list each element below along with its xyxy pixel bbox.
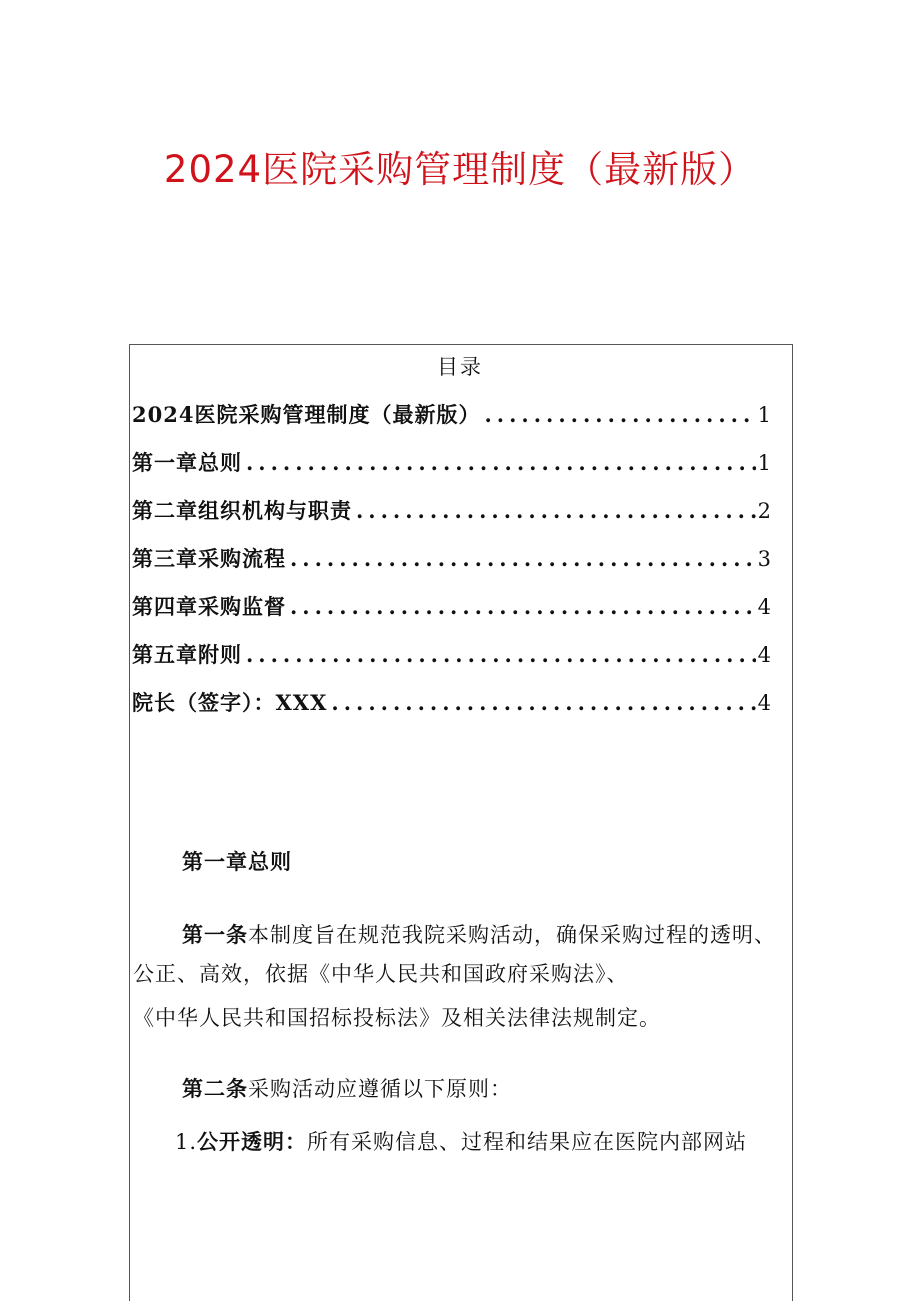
article-2 bbox=[182, 1072, 512, 1106]
toc-entry-chapter-2[interactable] bbox=[132, 493, 772, 541]
toc-leader-dots bbox=[484, 397, 755, 433]
toc-entry-chapter-1[interactable] bbox=[132, 445, 772, 493]
document-title: 2024医院采购管理制度（最新版） bbox=[163, 148, 757, 191]
toc-leader-dots bbox=[290, 589, 756, 625]
toc-heading: 目录 bbox=[437, 355, 483, 379]
toc-leader-dots bbox=[356, 493, 756, 529]
toc-entry-page: 2 bbox=[757, 499, 772, 523]
article-1-line-3: 《中华人民共和国招标投标法》及相关法律法规制定。 bbox=[133, 1006, 661, 1030]
toc-leader-dots bbox=[246, 637, 756, 673]
toc-entry-chapter-3[interactable] bbox=[132, 541, 772, 589]
toc-entry-page: 1 bbox=[757, 451, 772, 475]
article-1-line-1 bbox=[182, 918, 776, 952]
principle-1-text: 所有采购信息、过程和结果应在医院内部网站 bbox=[307, 1130, 748, 1154]
chapter-1-heading: 第一章总则 bbox=[182, 849, 292, 874]
toc-entry-chapter-4[interactable] bbox=[132, 589, 772, 637]
toc-leader-dots bbox=[246, 445, 756, 481]
toc-entry-chapter-5[interactable] bbox=[132, 637, 772, 685]
article-1-label: 第一条 bbox=[182, 922, 248, 947]
toc-entry-label: 第三章采购流程 bbox=[132, 546, 286, 571]
article-2-text: 采购活动应遵循以下原则： bbox=[248, 1077, 512, 1101]
toc-entry-label: 第五章附则 bbox=[132, 642, 242, 667]
toc-entry-title[interactable] bbox=[132, 397, 772, 445]
principle-1 bbox=[175, 1125, 747, 1159]
toc-entry-page: 4 bbox=[757, 691, 772, 715]
table-of-contents bbox=[132, 397, 772, 733]
toc-entry-label: 第四章采购监督 bbox=[132, 594, 286, 619]
toc-leader-dots bbox=[331, 685, 755, 721]
toc-entry-label: 第一章总则 bbox=[132, 450, 242, 475]
article-2-label: 第二条 bbox=[182, 1076, 248, 1101]
toc-entry-page: 4 bbox=[757, 595, 772, 619]
toc-entry-label: 2024医院采购管理制度（最新版） bbox=[132, 402, 481, 427]
toc-entry-signature[interactable] bbox=[132, 685, 772, 733]
toc-entry-label: 院长（签字）：XXX bbox=[132, 690, 328, 715]
article-1-text: 本制度旨在规范我院采购活动，确保采购过程的透明、 bbox=[248, 923, 776, 947]
toc-leader-dots bbox=[290, 541, 756, 577]
principle-1-label: 公开透明： bbox=[197, 1129, 308, 1154]
toc-entry-label: 第二章组织机构与职责 bbox=[132, 498, 352, 523]
toc-entry-page: 1 bbox=[757, 403, 772, 427]
article-1-line-2: 公正、高效，依据《中华人民共和国政府采购法》、 bbox=[133, 962, 629, 986]
principle-1-number: 1. bbox=[175, 1130, 198, 1154]
toc-entry-page: 3 bbox=[757, 547, 772, 571]
toc-entry-page: 4 bbox=[757, 643, 772, 667]
